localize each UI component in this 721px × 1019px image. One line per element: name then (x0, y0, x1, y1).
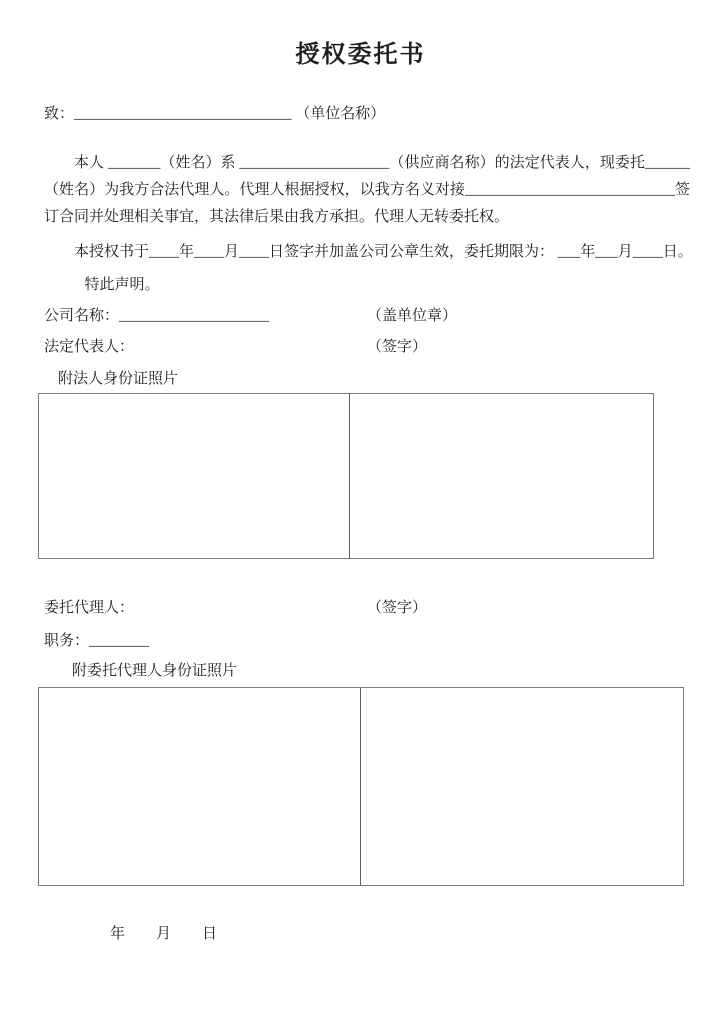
legal-rep-id-photo-table (38, 393, 654, 559)
date-line (110, 921, 721, 948)
legal-rep-photo-caption: 附法人身份证照片 (58, 371, 179, 387)
legal-rep-photo-cell-back[interactable] (350, 394, 653, 558)
addressee-line (44, 101, 691, 128)
legal-rep-photo-cell-front[interactable] (39, 394, 350, 558)
agent-line (44, 595, 721, 622)
legal-rep-signature-note: （签字） (367, 339, 428, 355)
effective-date-paragraph: 本授权书于____年____月____日签字并加盖公司公章生效，委托期限为： ___年___月____日。 (74, 244, 693, 260)
declaration-line: 特此声明。 (84, 277, 160, 293)
authorization-paragraph: 本人 _______（姓名）系 ____________________（供应商名称）的法定代表人，现委托______（姓名）为我方合法代理人。代理人根据授权，以我方名义对接____________________________签订合同并处理相关事宜，其法律后果由我方承担。代理人无转委托权。 (44, 155, 690, 225)
agent-signature-note: （签字） (367, 600, 428, 616)
agent-photo-caption: 附委托代理人身份证照片 (72, 663, 238, 679)
position-label: 职务： (44, 633, 90, 649)
addressee-note: （单位名称） (295, 106, 386, 122)
agent-label: 委托代理人： (44, 600, 135, 616)
company-name-line (44, 303, 721, 330)
agent-id-photo-table (38, 687, 684, 886)
agent-photo-cell-front[interactable] (39, 688, 361, 885)
agent-photo-cell-back[interactable] (361, 688, 683, 885)
date-day-label: 日 (202, 926, 218, 942)
company-name-blank-field[interactable]: ____________________ (119, 308, 270, 324)
page-title: 授权委托书 (295, 42, 426, 68)
company-stamp-note: （盖单位章） (367, 308, 458, 324)
date-year-label: 年 (110, 926, 126, 942)
position-line (44, 628, 721, 655)
position-blank-field[interactable]: ________ (89, 633, 150, 649)
company-name-label: 公司名称： (44, 308, 120, 324)
addressee-blank-field[interactable]: _____________________________ (74, 106, 292, 122)
legal-rep-line (44, 334, 721, 361)
date-month-label: 月 (156, 926, 172, 942)
legal-rep-label: 法定代表人： (44, 339, 135, 355)
addressee-label: 致： (44, 106, 75, 122)
